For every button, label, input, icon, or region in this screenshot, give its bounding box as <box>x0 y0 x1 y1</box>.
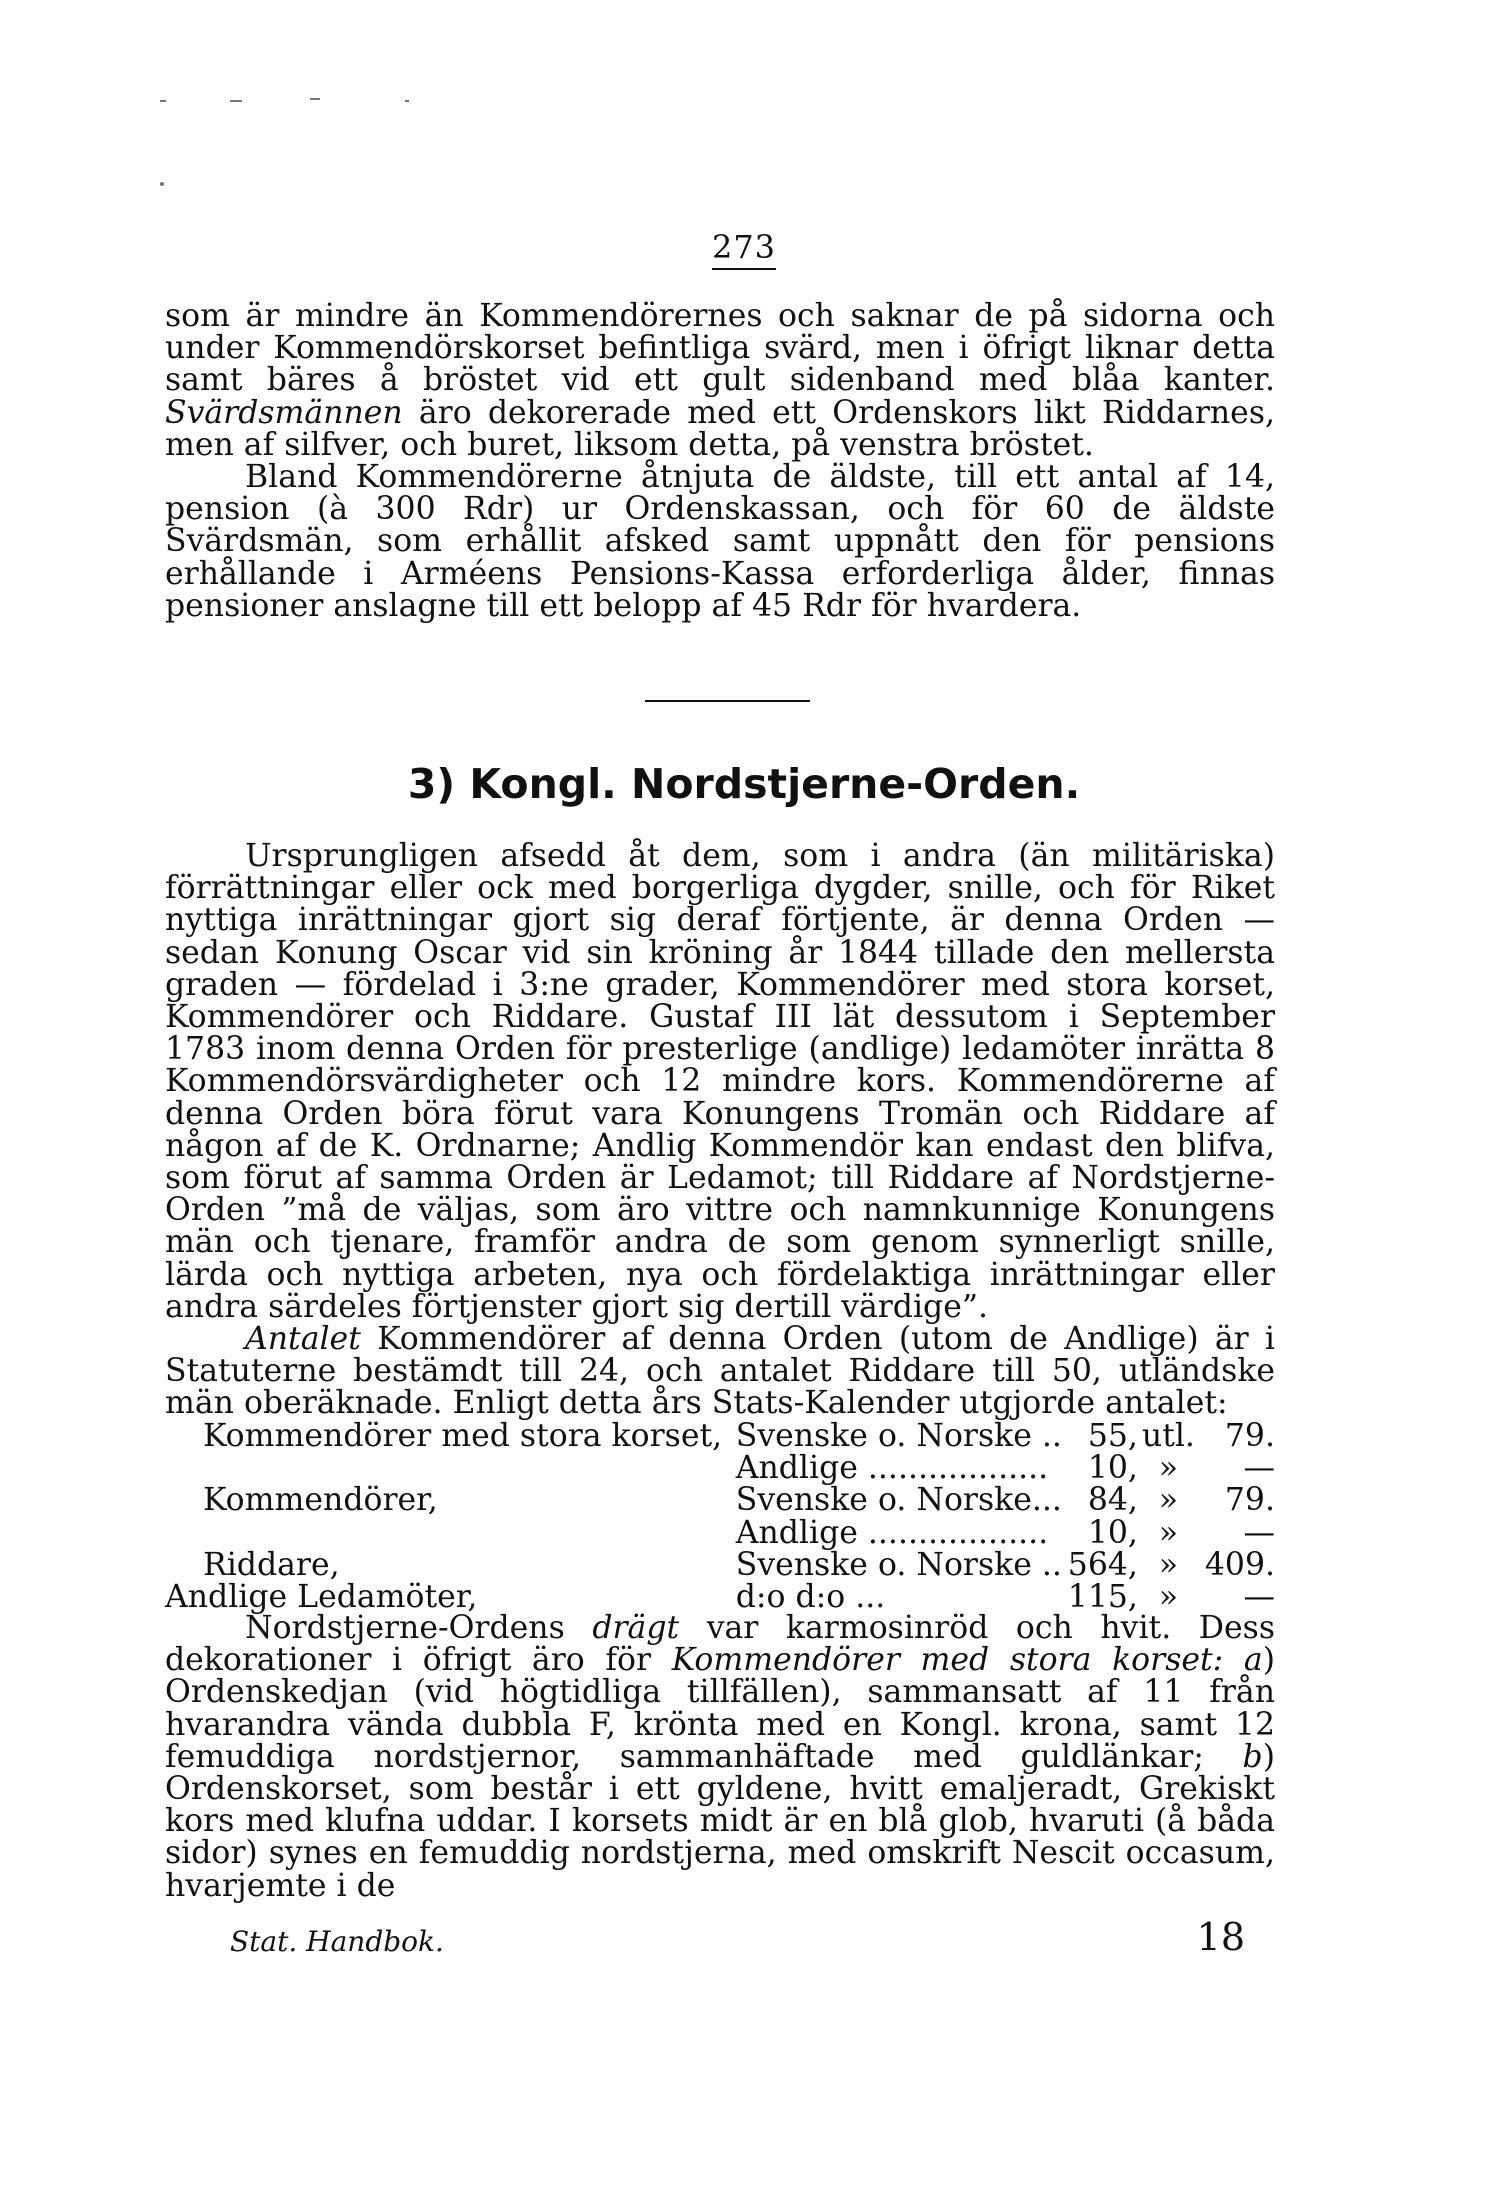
cell-count: 10, <box>1087 1514 1138 1551</box>
paragraph: Ursprungligen afsedd åt dem, som i andra (än militäriska) förrättningar eller ock med borgerliga dygder, snille, och för Riket nyttiga inrättningar gjort sig deraf förtjente, är denna Orden — sedan Konung Oscar vid sin kröning år 1844 tillade den mellersta graden — fördelad i 3:ne grader, Kommendörer med stora korset, Kommendörer och Riddare. Gustaf III lät dessutom i September 1783 inom denna Orden för presterlige (andlige) ledamöter inrätta 8 Kommendörsvärdigheter och 12 mindre kors. Kommendörerne af denna Orden böra förut vara Konungens Tromän och Riddare af någon af de K. Ordnarne; Andlig Kommendör kan endast den blifva, som förut af samma Orden är Ledamot; till Riddare af Nordstjerne-Orden ”må de väljas, som äro vittre och namnkunnige Konungens män och tjenare, framför andra de som genom synnerligt snille, lärda och nyttiga arbeten, nya och fördelaktiga inrättningar eller andra särdeles förtjenster gjort sig dertill värdige”. <box>165 838 1275 1325</box>
cell-ditto: » <box>1158 1546 1179 1583</box>
cell-ditto: » <box>1158 1514 1179 1551</box>
section-a-text <box>165 300 1275 622</box>
table-row <box>165 1452 1275 1484</box>
cell-ditto: utl. <box>1141 1418 1195 1454</box>
text-run: äro dekorerade med ett Ordenskors likt Riddarnes, men af silfver, och buret, liksom detta, på venstra bröstet. <box>165 394 1275 463</box>
text-run: som är mindre än Kommendörernes och saknar de på sidorna och under Kommendörskorset befintliga svärd, men i öfrigt liknar detta samt bäres å bröstet vid ett gult sidenband med blåa kanter. <box>165 298 1275 399</box>
page-number: 273 <box>712 228 776 270</box>
cell-count: 564, <box>1067 1546 1138 1583</box>
cell-ditto: » <box>1158 1482 1179 1519</box>
members-table <box>165 1418 1275 1616</box>
cell-sub: Andlige .................. <box>735 1450 1049 1487</box>
cell-sub: Svenske o. Norske... <box>735 1482 1062 1519</box>
text-run: ) Ordenskedjan (vid högtidliga tillfällen), sammansatt af 11 från hvarandra vända dubbla F, krönta med en Kongl. krona, samt 12 femuddiga nordstjernor, sammanhäftade med guldlänkar; <box>165 1642 1275 1775</box>
section-c-text <box>165 1612 1275 1902</box>
cell-category: Kommendörer, <box>203 1482 438 1519</box>
scan-specks <box>160 100 460 200</box>
paragraph: Bland Kommendörerne åtnjuta de äldste, till ett antal af 14, pension (à 300 Rdr) ur Ordenskassan, och för 60 de äldste Svärdsmän, som erhållit afsked samt uppnått den för pensions erhållande i Arméens Pensions-Kassa erforderliga ålder, finnas pensioner anslagne till ett belopp af 45 Rdr för hvardera. <box>165 459 1275 624</box>
cell-category: Kommendörer med stora korset, <box>203 1418 723 1454</box>
cell-total: 409. <box>1204 1546 1275 1583</box>
section-b-text <box>165 840 1275 1420</box>
text-run: var karmosinröd och hvit. Dess dekorationer i öfrigt äro för <box>165 1610 1275 1679</box>
cell-total: — <box>1243 1514 1275 1551</box>
cell-category <box>165 1517 736 1549</box>
cell-category: Andlige Ledamöter, <box>165 1579 478 1616</box>
footer-title: Stat. Handbok. <box>230 1925 444 1958</box>
emphasis-text: drägt <box>592 1610 680 1646</box>
paragraph <box>165 1612 1275 1902</box>
cell-category: Riddare, <box>203 1546 340 1583</box>
cell-category <box>165 1452 736 1484</box>
cell-count: 84, <box>1087 1482 1138 1519</box>
text-run: Nordstjerne-Ordens <box>245 1610 593 1646</box>
text-run: ) Ordenskorset, som består i ett gyldene, hvitt emaljeradt, Grekiskt kors med klufna uddar. I korsets midt är en blå glob, hvaruti (å båda sidor) synes en femuddig nordstjerna, med omskrift Nescit occasum, hvarjemte i de <box>165 1738 1275 1904</box>
paragraph <box>165 300 1275 461</box>
cell-sub: Andlige .................. <box>735 1514 1049 1551</box>
cell-count: 55, <box>1087 1418 1138 1454</box>
cell-total: — <box>1243 1450 1275 1487</box>
cell-total: 79. <box>1224 1418 1275 1454</box>
cell-total: 79. <box>1224 1482 1275 1519</box>
emphasis-text: Kommendörer med stora korset: a <box>671 1642 1263 1679</box>
emphasis-text: Svärdsmännen <box>165 394 403 431</box>
cell-total: — <box>1243 1579 1275 1616</box>
emphasis-text: Antalet <box>245 1321 361 1358</box>
section-divider <box>645 700 810 702</box>
table-row <box>165 1581 1275 1613</box>
table-row <box>165 1517 1275 1549</box>
page-header <box>0 228 1488 270</box>
table-row <box>165 1549 1275 1581</box>
signature-mark: 18 <box>1196 1915 1245 1959</box>
cell-sub: d:o d:o ... <box>735 1579 886 1616</box>
cell-ditto: » <box>1158 1579 1179 1616</box>
emphasis-text: b <box>1242 1738 1263 1775</box>
cell-sub: Svenske o. Norske .. <box>735 1418 1062 1454</box>
cell-ditto: » <box>1158 1450 1179 1487</box>
page-footer <box>230 1915 1245 1965</box>
cell-sub: Svenske o. Norske .. <box>735 1546 1062 1583</box>
table-row <box>165 1420 1275 1452</box>
text-run: Kommendörer af denna Orden (utom de Andlige) är i Statuterne bestämdt till 24, och antalet Riddare till 50, utländske män oberäknade. Enligt detta års Stats-Kalender utgjorde antalet: <box>165 1321 1275 1422</box>
cell-count: 115, <box>1067 1579 1138 1616</box>
paragraph <box>165 1323 1275 1420</box>
table-row <box>165 1484 1275 1516</box>
section-heading: 3) Kongl. Nordstjerne-Orden. <box>407 760 1081 808</box>
cell-count: 10, <box>1087 1450 1138 1487</box>
